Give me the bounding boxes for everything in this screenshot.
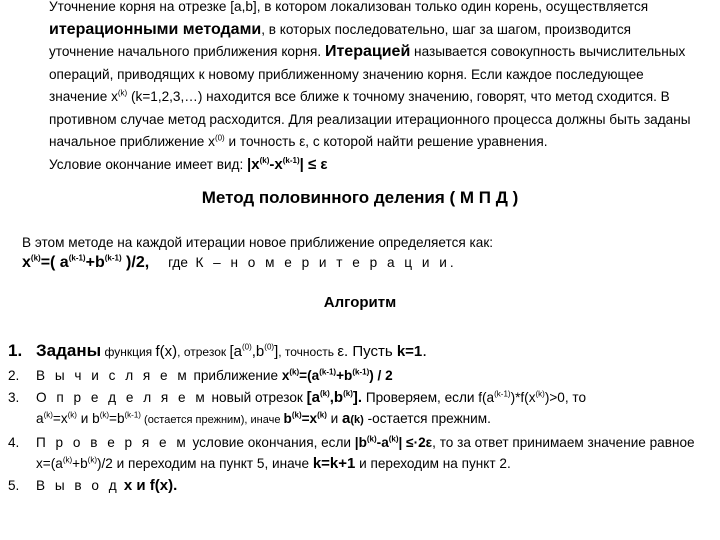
step-4: 4. П р о в е р я е м условие окончания, если $|b^{(k)}-a^{(k)}| \le\cdot 2\varepsilon$, то за ответ принимаем значение равное $x=(a^{(k)}+b^{(k)})/2$ и переходим на пункт 5, иначе k=k+1 и переходим на пункт 2.: [8, 433, 695, 472]
k-definition: К – н о м е р и т е р а ц и и.: [195, 255, 457, 270]
step-2: 2. В ы ч и с л я е м приближение $x^{(k)}=(a^{(k-1)}+b^{(k-1)}) / 2$: [8, 367, 393, 383]
method-description: [22, 233, 702, 273]
where-label: где: [168, 255, 188, 270]
algorithm-title: Алгоритм: [323, 294, 397, 311]
given-label: Заданы: [36, 341, 102, 360]
step-verb: В ы в о д: [36, 477, 120, 493]
step-verb: О п р е д е л я е м: [36, 389, 208, 405]
stop-condition-label: Условие окончание имеет вид:: [49, 156, 248, 172]
method-line: В этом методе на каждой итерации новое приближение определяется как:: [22, 235, 494, 250]
intro-paragraph: [49, 0, 697, 176]
step-verb: П р о в е р я е м: [36, 434, 189, 450]
section-title: Метод половинного деления ( М П Д ): [201, 188, 519, 207]
stop-condition-formula: $|x^{(k)}-x^{(k-1)}| \le \varepsilon$: [247, 155, 328, 173]
step-verb: В ы ч и с л я е м: [36, 368, 190, 383]
step-3: 3. О п р е д е л я е м новый отрезок $[a^{(k)},b^{(k)}]$. Проверяем, если $f(a^{(k-1)})*f(x^{(k)})>0$, то $a^{(k)}=x^{(k)}$ и $b^{(k)}=b^{(k-1)}$ (остается прежним), иначе $b^{(k)}=x^{(k)}$ и a(k) -остается прежним.: [8, 388, 587, 427]
superscript: (0): [214, 133, 225, 143]
algorithm-steps: [0, 338, 700, 496]
intro-text-4: (k=1,2,3,…) находится все ближе к точному значению, говорят, что метод сходится. В противном случае метод расходится. Для реализации итерационного процесса должны быть заданы начальное приближение x: [49, 89, 691, 149]
midpoint-formula: $x^{(k)}=$( $a^{(k-1)}+b^{(k-1)}$ )/2,: [22, 253, 150, 271]
term-iteration: Итерацией: [324, 43, 411, 60]
intro-text-1: Уточнение корня на отрезке [a,b], в котором локализован только один корень, осуществляется: [49, 0, 649, 14]
intro-text-2: , в которых последовательно, шаг за шагом, производится уточнение начального приближения корня.: [49, 21, 631, 59]
midpoint-formula-line: [22, 253, 702, 273]
intro-text-5: и точность ε, с которой найти решение уравнения.: [224, 134, 548, 149]
term-iterative-methods: итерационными методами: [49, 20, 262, 38]
step-5: 5. В ы в о д x и f(x).: [8, 476, 178, 494]
superscript: (k): [117, 88, 128, 98]
intro-text-3: называется совокупность вычислительных операций, приводящих к новому приближенному значению корня. Если каждое последующее значение x: [49, 44, 686, 104]
step-1: 1. Заданы функция f(x), отрезок $[a^{(0)},b^{(0)}]$, точность ε. Пусть k=1.: [8, 341, 427, 360]
